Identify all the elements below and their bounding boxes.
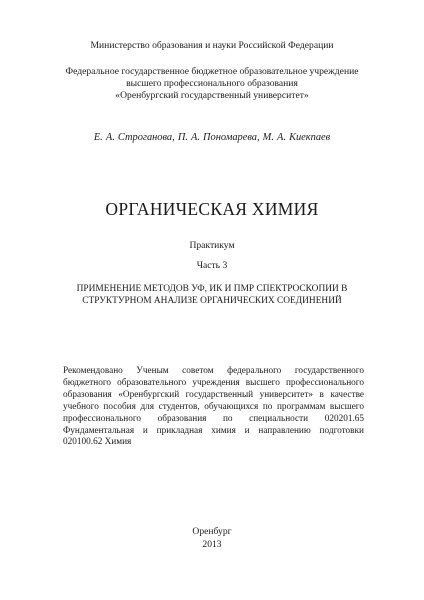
book-title: ОРГАНИЧЕСКАЯ ХИМИЯ [105,199,319,219]
ministry-name: Министерство образования и науки Российской Федерации [90,40,334,51]
institution-line-2: высшего профессионального образования [126,78,298,89]
publication-city: Оренбург [192,526,232,537]
book-part: Часть 3 [196,260,228,271]
subtitle-line-2: СТРУКТУРНОМ АНАЛИЗЕ ОРГАНИЧЕСКИХ СОЕДИНЕНИЙ [82,296,342,306]
publication-year: 2013 [202,539,222,550]
authors: Е. А. Строганова, П. А. Пономарева, М. А. Киекпаев [93,132,331,143]
book-genre: Практикум [189,240,235,251]
subtitle-line-1: ПРИМЕНЕНИЕ МЕТОДОВ УФ, ИК И ПМР СПЕКТРОСКОПИИ В [76,284,348,294]
recommendation-paragraph: Рекомендовано Ученым советом федерального государственного бюджетного образовательного учреждения высшего профессионального образования «Оренбургский государственный университет» в качестве учебного пособия для студентов, обучающихся по программам высшего профессионального образования по специальности 020201.65 Фундаментальная и прикладная химия и направлению подготовки 020100.62 Химия [63,366,364,448]
institution-line-3: «Оренбургский государственный университет» [115,90,309,101]
institution-line-1: Федеральное государственное бюджетное образовательное учреждение [65,66,359,77]
